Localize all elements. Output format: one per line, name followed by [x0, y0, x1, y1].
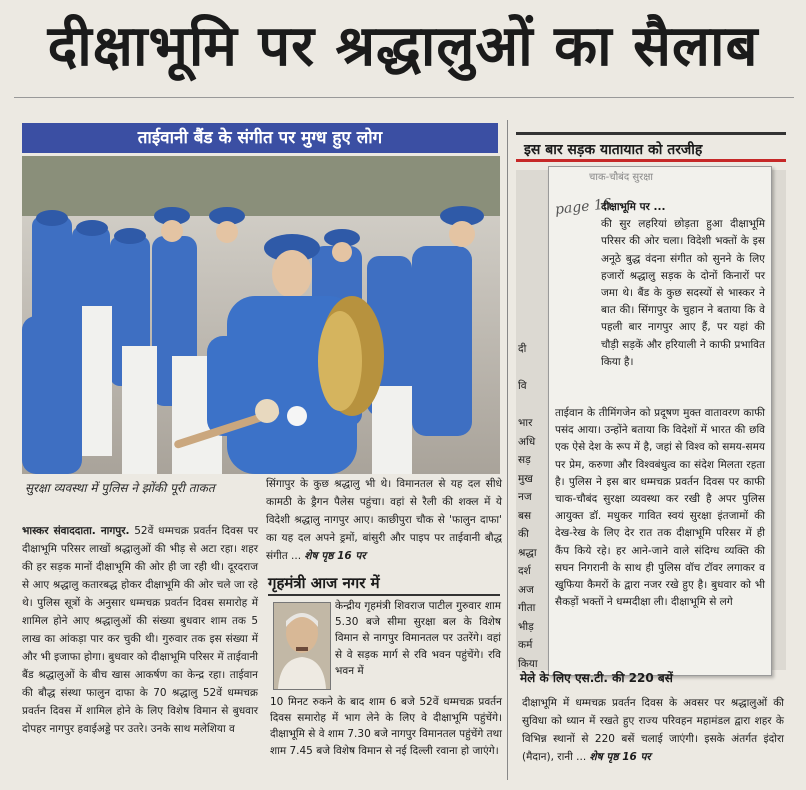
band-photo-illustration	[22, 156, 500, 474]
fragment: दर्श	[518, 565, 531, 577]
peeking-text: चाक-चौबंद सुरक्षा	[589, 172, 653, 183]
fragment: किया	[518, 657, 538, 670]
right-column-fragments	[518, 340, 552, 673]
fragment: श्रद्धा	[518, 546, 537, 559]
minister-portrait	[273, 602, 331, 690]
fragment: गीता	[518, 602, 536, 614]
fragment: की	[518, 528, 529, 540]
divider	[14, 97, 794, 98]
subheadline-banner: ताईवानी बैंड के संगीत पर मुग्ध हुए लोग	[22, 123, 498, 153]
fragment: सड़	[518, 454, 531, 466]
note-body	[601, 199, 765, 371]
right-column-banner: इस बार सड़क यातायात को तरजीह	[516, 132, 786, 162]
fragment: अधि	[518, 435, 536, 448]
fragment: मुख	[518, 472, 533, 485]
fragment: वि	[518, 380, 527, 392]
column-divider	[507, 120, 508, 780]
fragment	[518, 359, 552, 378]
main-article-column-1	[22, 522, 258, 738]
main-article-text: 52वें धम्मचक्र प्रवर्तन दिवस पर दीक्षाभूमि परिसर लाखों श्रद्धालुओं की भीड़ से अटा रहा। शहर की हर सड़क मानों दीक्षाभूमि की ओर ही जा रही थी। दूरदराज से आए श्रद्धालु कतारबद्ध होकर दीक्षाभूमि की ओर चले जा रहे थे। पुलिस सूत्रों के अनुसार धम्मचक्र प्रवर्तन दिवस समारोह में शामिल होने आए श्रद्धालुओं की संख्या बुधवार शाम तक 5 लाख का आंकड़ा पार कर चुकी थी। गुरुवार तक इस संख्या में और भी इजाफा होगा। बुधवार को दीक्षाभूमि परिसर में ताईवानी बैंड श्रद्धालुओं के बीच खास आकर्षण का केन्द्र रहा। ताईवान की बौद्ध संस्था फालुन दाफा के 70 श्रद्धालु 52वें धम्मचक्र प्रवर्तन दिवस में शामिल होने के लिए विशेष विमान से बुधवार दोपहर नागपुर हवाईअड्डे पर उतरे। उनके साथ मलेशिया व	[22, 525, 259, 735]
byline: भास्कर संवाददाता. नागपुर.	[22, 525, 130, 537]
bus-article-body: दीक्षाभूमि में धम्मचक्र प्रवर्तन दिवस के अवसर पर श्रद्धालुओं की सुविधा को ध्यान में रखते हुए राज्य परिवहन महामंडल द्वारा शहर के विभिन्न स्थानों से 220 बसें चलाई जाएंगी। इसके अंतर्गत इंदोरा (मैदान), रानी ...	[522, 697, 784, 763]
bus-article-text	[522, 694, 784, 766]
box-text: केन्द्रीय गृहमंत्री शिवराज पाटील गुरुवार शाम 5.30 बजे सीमा सुरक्षा बल के विशेष विमान से नागपुर विमानतल पर उतरेंगे। वहां से वे सड़क मार्ग से रवि भवन पहुंचेंगे। रवि भवन में	[335, 600, 501, 677]
fragment: बस	[518, 509, 532, 522]
news-photo-band	[22, 156, 500, 474]
pasted-note	[548, 166, 772, 676]
fragment: कर्म	[518, 639, 533, 651]
bus-article-title: मेले के लिए एस.टी. की 220 बसें	[520, 671, 673, 685]
main-article-text-continued: सिंगापुर के कुछ श्रद्धालु भी थे। विमानतल से यह दल सीधे कामठी के ड्रैगन पैलेस पहुंचा। वहां से रैली की शक्ल में ये विदेशी श्रद्धालु नागपुर आए। काछीपुरा चौक से 'फालुन दाफा' का यह दल अपने ड्रमों, बांसुरी और पाइप पर ताईवानी बौद्ध संगीत ...	[266, 478, 502, 562]
fragment: नज	[518, 491, 532, 503]
box-text-continued: 10 मिनट रुकने के बाद शाम 6 बजे 52वें धम्मचक्र प्रवर्तन दिवस समारोह में भाग लेने के लिए वे दीक्षाभूमि पहुंचेंगे। दीक्षाभूमि से वे शाम 7.30 बजे नागपुर विमानतल पहुंचेंगे तथा शाम 7.45 बजे विशेष विमान से नई दिल्ली रवाना हो जाएंगे।	[270, 696, 502, 757]
fragment: दी	[518, 343, 527, 355]
fragment: भार	[518, 417, 533, 429]
note-heading: दीक्षाभूमि पर ...	[601, 201, 666, 213]
fragment: भीड़	[518, 620, 534, 633]
note-text: की सुर लहरियां छोड़ता हुआ दीक्षाभूमि परिसर की ओर चला। विदेशी भक्तों के इस अनूठे बुद्ध वंदना संगीत को सुनने के लिए हजारों श्रद्धालु सड़क के दोनों किनारों पर जमा थे। बैंड के कुछ सदस्यों से भास्कर ने बात की। सिंगापुर के चुहान ने बताया कि वे पहली बार नागपुर आए हैं, पर यहां की चौड़ी सड़कें और हरियाली ने काफी प्रभावित किया है।	[601, 218, 765, 368]
photo-caption: सुरक्षा व्यवस्था में पुलिस ने झोंकी पूरी ताकत	[25, 481, 215, 495]
fragment	[518, 396, 552, 415]
headline: दीक्षाभूमि पर श्रद्धालुओं का सैलाब	[47, 14, 759, 79]
portrait-illustration	[274, 603, 330, 689]
continued-on-page: शेष पृष्ठ 16 पर	[589, 751, 651, 763]
handwritten-page-mark: page 16	[554, 196, 613, 218]
continued-on-page: शेष पृष्ठ 16 पर	[304, 550, 366, 562]
note-text-lower: ताईवान के तीमिंगजेन को प्रदूषण मुक्त वातावरण काफी पसंद आया। उन्होंने बताया कि विदेशों में भारत की छवि एक ऐसे देश के रूप में है, जहां से विश्व को समय-समय पर प्रेम, करुणा और विश्वबंधुत्व का संदेश मिलता रहता है। पुलिस ने इस बार धम्मचक्र प्रवर्तन दिवस पर काफी चाक-चौबंद सुरक्षा व्यवस्था कर रखी है अपर पुलिस आयुक्त डॉ. मधुकर गावित स्वयं सुरक्षा इंतजामों की देख-रेख के लिए देर रात तक दीक्षाभूमि परिसर में ही कैंप किये रहे। हर आने-जाने वाले संदिग्ध व्यक्ति की सघन निगरानी के साथ ही पुलिस वॉच टॉवर लगाकर व खुफिया कैमरों के द्वारा नजर रखे हुए है। बुधवार को भी सैकड़ों भक्तों ने धम्मदीक्षा ली। दीक्षाभूमि से लगे	[555, 407, 765, 609]
main-article-column-2	[266, 475, 502, 565]
box-title: गृहमंत्री आज नगर में	[268, 572, 500, 596]
fragment: अज	[518, 583, 534, 596]
